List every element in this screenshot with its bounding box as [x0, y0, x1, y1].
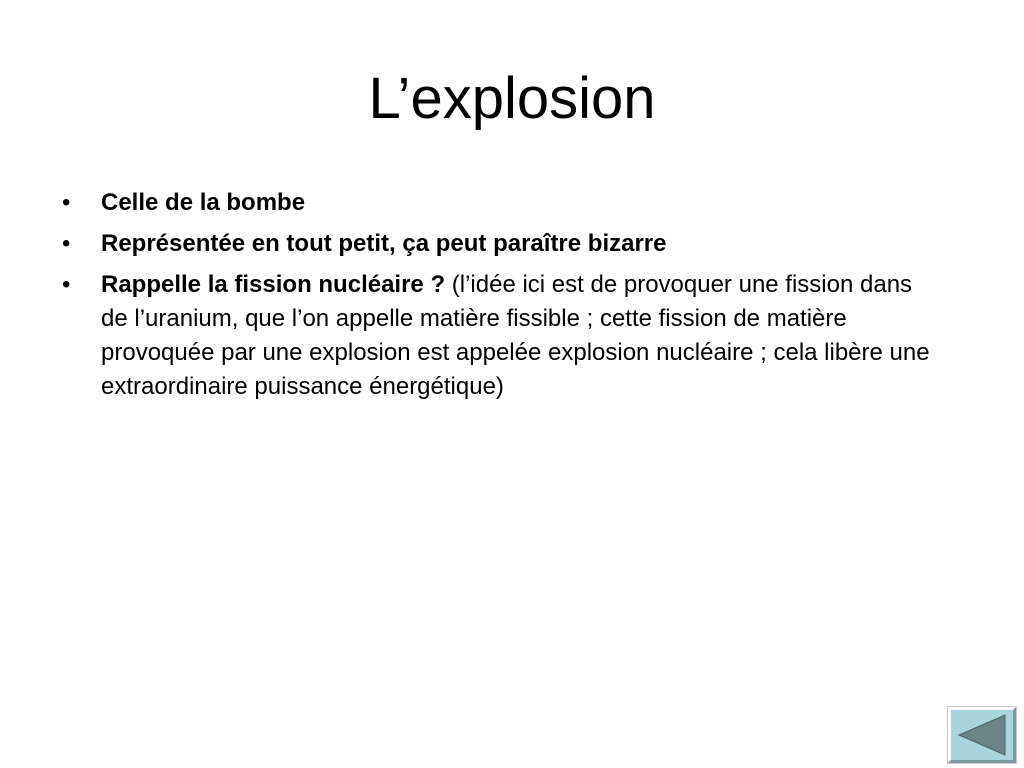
bullet-bold-text: Celle de la bombe — [101, 189, 306, 216]
bullet-symbol: • — [62, 189, 71, 216]
bullet-symbol: • — [62, 271, 71, 298]
slide-title: L’explosion — [368, 66, 656, 131]
bullet-bold-text: Représentée en tout petit, ça peut paraître bizarre — [101, 230, 667, 257]
bullet-item-1 — [62, 186, 942, 220]
bullet-symbol: • — [62, 230, 71, 257]
back-button[interactable] — [948, 707, 1016, 763]
bullet-list — [62, 186, 942, 411]
bullet-bold-text: Rappelle la fission nucléaire ? — [101, 271, 446, 298]
triangle-left-icon — [951, 710, 1013, 760]
bullet-item-3 — [62, 268, 942, 404]
bullet-normal-text: (l’idée ici est de provoquer une fission dans de l’uranium, que l’on appelle matière fissible ; cette fission de matière provoquée par une explosion est appelée explosion nucléaire ; cela libère une extraordinaire puissance énergétique) — [101, 271, 930, 400]
bullet-item-2 — [62, 227, 942, 261]
